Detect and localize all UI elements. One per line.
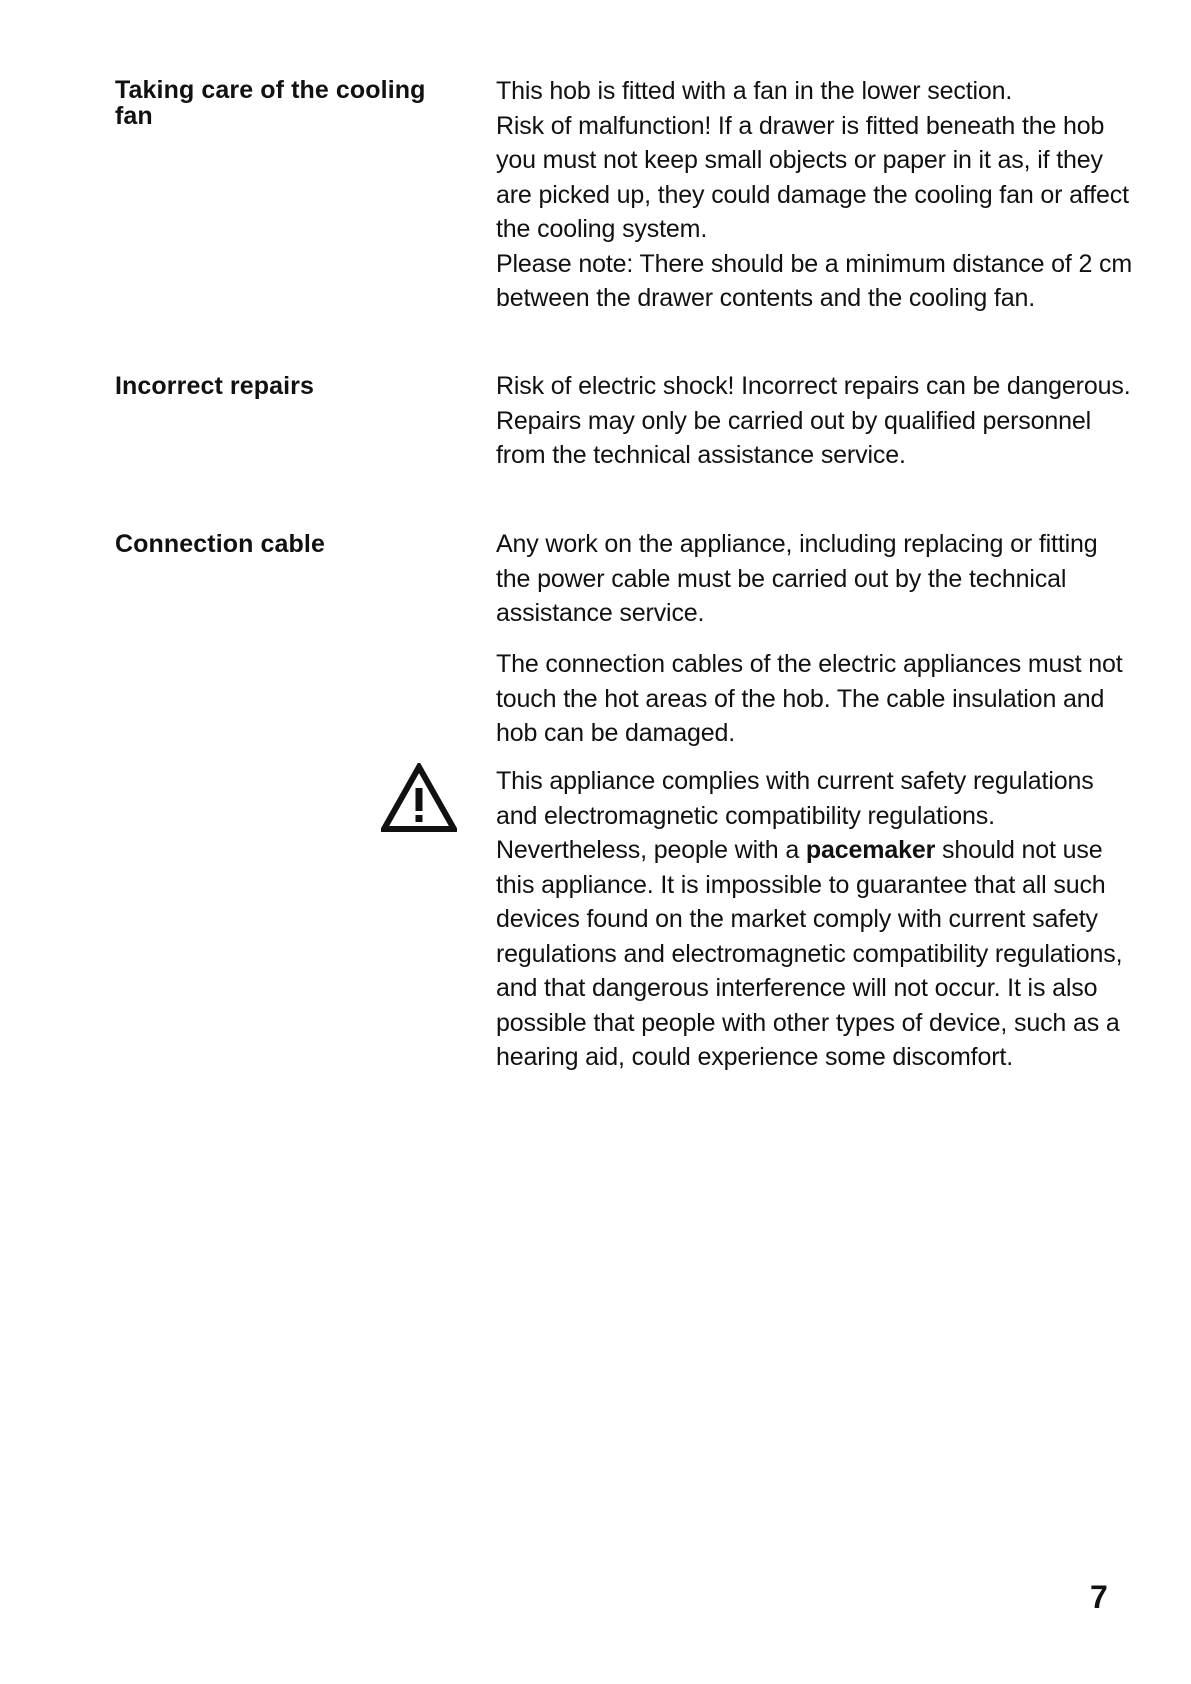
- safety-warning-text: [496, 764, 1136, 1075]
- page-number: 7: [1090, 1579, 1108, 1615]
- heading-cooling-fan: Taking care of the cooling fan: [115, 76, 426, 130]
- pacemaker-prefix: Nevertheless, people with a: [496, 836, 806, 864]
- connection-cable-text-1: [496, 527, 1136, 631]
- connection-cable-paragraph-1: Any work on the appliance, including replacing or fitting the power cable must be carried out by the technical assistance service.: [496, 530, 1098, 627]
- heading-incorrect-repairs: Incorrect repairs: [115, 372, 315, 400]
- connection-cable-paragraph-2: The connection cables of the electric appliances must not touch the hot areas of the hob. The cable insulation and hob can be damaged.: [496, 650, 1123, 747]
- incorrect-repairs-text: [496, 369, 1136, 473]
- heading-connection-cable: Connection cable: [115, 530, 325, 558]
- connection-cable-text-2: [496, 647, 1136, 751]
- cooling-fan-text: [496, 74, 1136, 316]
- safety-warning-paragraph-1: This appliance complies with current safety regulations and electromagnetic compatibility regulations.: [496, 767, 1094, 830]
- pacemaker-suffix: should not use this appliance. It is impossible to guarantee that all such devices found on the market comply with current safety regulations and electromagnetic compatibility regulations, and that dangerous interference will not occur. It is also possible that people with other types of device, such as a hearing aid, could experience some discomfort.: [496, 836, 1123, 1071]
- cooling-fan-paragraph-3: Please note: There should be a minimum distance of 2 cm between the drawer contents and the cooling fan.: [496, 249, 1133, 312]
- pacemaker-emphasis: pacemaker: [805, 836, 936, 864]
- incorrect-repairs-paragraph: Risk of electric shock! Incorrect repairs can be dangerous. Repairs may only be carried out by qualified personnel from the technical assistance service.: [496, 372, 1131, 469]
- safety-warning-paragraph-2: [496, 833, 1136, 1075]
- cooling-fan-paragraph-1: This hob is fitted with a fan in the lower section.: [496, 77, 1013, 105]
- cooling-fan-paragraph-2: Risk of malfunction! If a drawer is fitted beneath the hob you must not keep small objects or paper in it as, if they are picked up, they could damage the cooling fan or affect the cooling system.: [496, 111, 1129, 243]
- warning-triangle-icon: [381, 763, 457, 833]
